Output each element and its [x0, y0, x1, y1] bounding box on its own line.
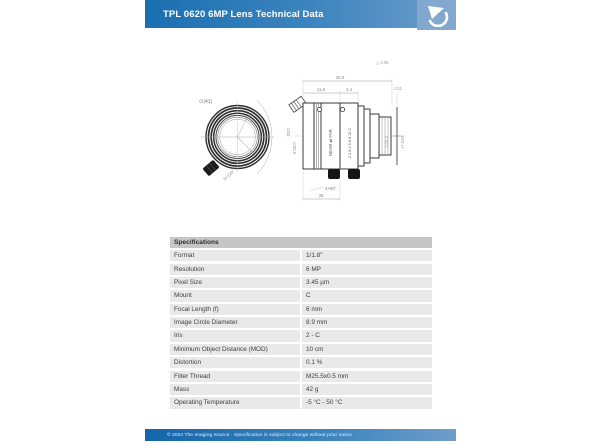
header-bar: [145, 0, 456, 28]
dimension-label: △ 2.05: [376, 60, 389, 65]
table-row: [170, 250, 432, 261]
dimension-label: ∅30.5: [292, 142, 297, 155]
dimension-label: 36.5: [335, 75, 345, 80]
lens-side-view: [289, 60, 407, 201]
spec-value: -5 °C - 50 °C: [302, 397, 432, 408]
spec-value: 2 - C: [302, 330, 432, 341]
focus-lock-knob: [328, 169, 340, 179]
spec-value: 42 g: [302, 384, 432, 395]
dimension-label: ∅(41): [199, 99, 213, 105]
spec-label: Minimum Object Distance (MOD): [170, 344, 300, 355]
table-row: [170, 264, 432, 275]
spec-value: C: [302, 290, 432, 301]
dimension-label: ∅25.4: [384, 136, 389, 148]
focus-scale-text: NEAR ⇄ FAR: [328, 129, 333, 156]
table-row: [170, 304, 432, 315]
spec-label: Operating Temperature: [170, 397, 300, 408]
dimension-label: 11.5: [316, 87, 326, 92]
spec-label: Focal Length (f): [170, 304, 300, 315]
datasheet-page: [145, 0, 456, 444]
spec-label: Resolution: [170, 264, 300, 275]
dimension-label: 35: [318, 193, 324, 198]
lens-front-view: [199, 99, 297, 182]
spec-label: Image Circle Diameter: [170, 317, 300, 328]
iris-scale-text: 2 2.8 4 5.6 8 16 C: [348, 127, 352, 158]
spec-value: 3.45 µm: [302, 277, 432, 288]
imaging-source-logo: [417, 0, 456, 30]
spec-label: Format: [170, 250, 300, 261]
table-row: [170, 317, 432, 328]
table-row: [170, 277, 432, 288]
dimension-label: 4×90°: [325, 186, 337, 191]
table-row: [170, 371, 432, 382]
footer-bar: [145, 429, 456, 441]
front-thumbscrew: [202, 160, 219, 177]
spec-value: 8.9 mm: [302, 317, 432, 328]
paper-plane-logo-icon: [422, 3, 452, 27]
table-row: [170, 344, 432, 355]
specs-table-header: Specifications: [170, 237, 432, 248]
iris-lock-knob: [348, 169, 360, 179]
spec-value: 0.1 %: [302, 357, 432, 368]
table-row: [170, 384, 432, 395]
page-title: TPL 0620 6MP Lens Technical Data: [163, 8, 324, 20]
spec-value: 10 cm: [302, 344, 432, 355]
spec-label: Filter Thread: [170, 371, 300, 382]
table-row: [170, 397, 432, 408]
spec-label: Pixel Size: [170, 277, 300, 288]
table-row: [170, 357, 432, 368]
spec-label: Distortion: [170, 357, 300, 368]
spec-value: 6 mm: [302, 304, 432, 315]
table-row: [170, 290, 432, 301]
spec-value: 6 MP: [302, 264, 432, 275]
dimension-label: 3×120°: [222, 168, 236, 182]
dimension-label: 2.4: [345, 87, 353, 92]
dimension-label: ∅11: [394, 86, 402, 91]
copyright-text: © 2024 The Imaging Source · Specification is subject to change without prior notice: [167, 432, 353, 438]
spec-label: Mount: [170, 290, 300, 301]
dimension-label: 17.526: [400, 136, 405, 149]
spec-label: Iris: [170, 330, 300, 341]
spec-label: Mass: [170, 384, 300, 395]
specifications-table: [170, 237, 432, 409]
table-row: [170, 330, 432, 341]
spec-value: M25.5x0.5 mm: [302, 371, 432, 382]
lens-technical-drawing: [145, 52, 456, 224]
dimension-label: ∅41: [286, 128, 291, 137]
spec-value: 1/1.8": [302, 250, 432, 261]
